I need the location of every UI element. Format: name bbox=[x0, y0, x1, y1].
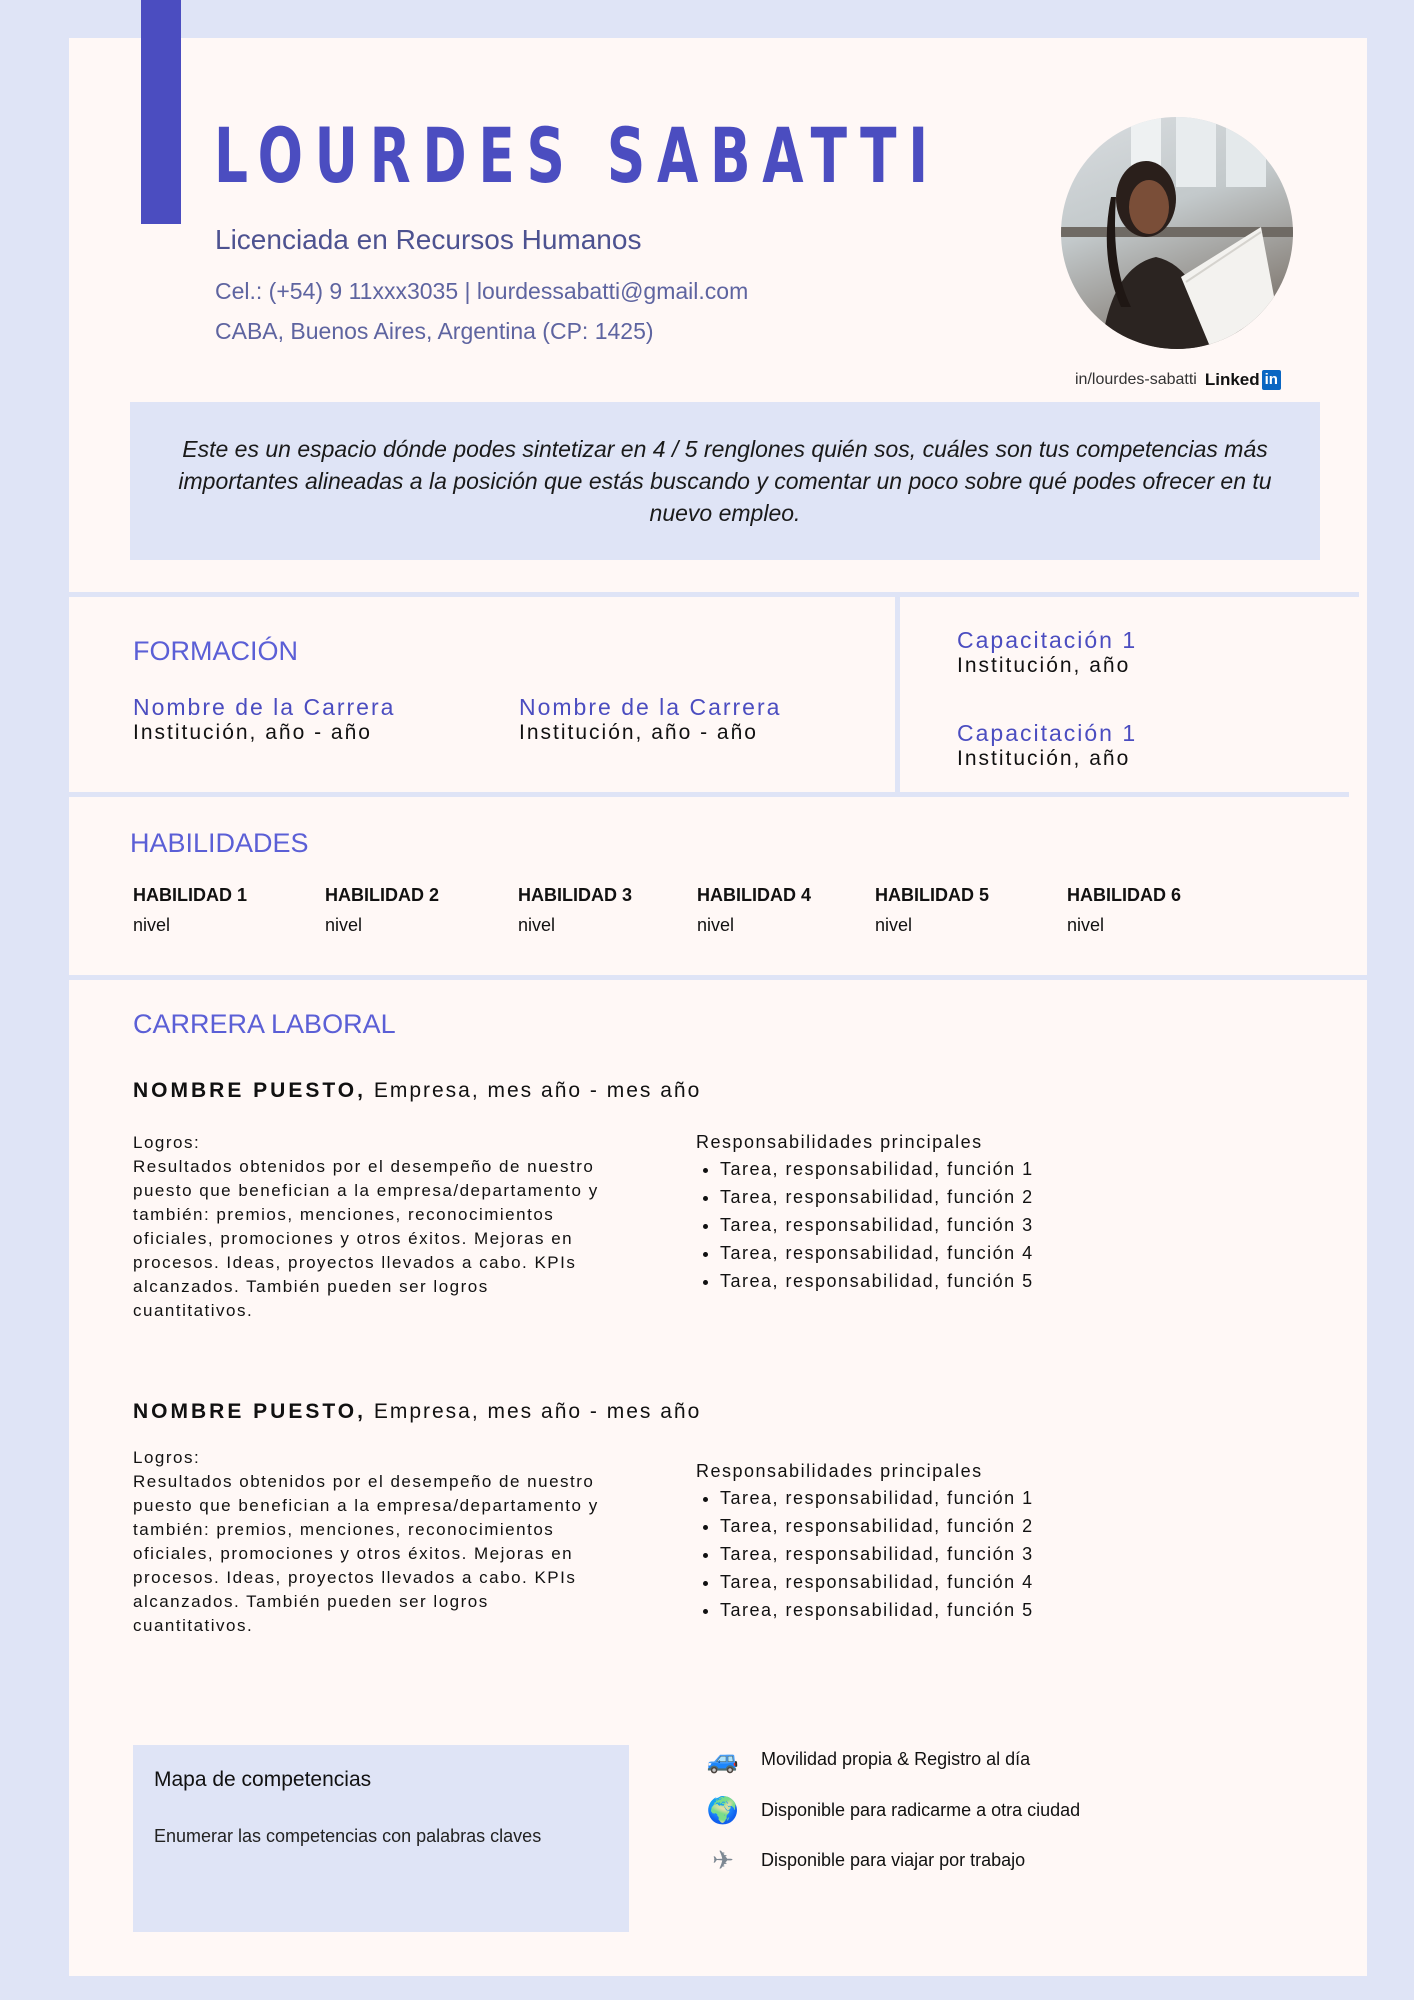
competencias-text: Enumerar las competencias con palabras claves bbox=[154, 1826, 542, 1846]
summary-text: Este es un espacio dónde podes sintetizar en 4 / 5 renglones quién sos, cuáles son tus competencias más importantes alineadas a la posición que estás buscando y comentar un poco sobre qué podes ofrecer en tu nuevo empleo. bbox=[178, 436, 1272, 526]
job-logros bbox=[133, 1131, 603, 1323]
skill-level: nivel bbox=[875, 915, 913, 935]
candidate-name: LOURDES SABATTI bbox=[214, 111, 940, 200]
task-item: • Tarea, responsabilidad, función 1 bbox=[720, 1484, 1034, 1512]
extra-mobility bbox=[705, 1742, 1030, 1776]
airplane-icon: ✈ bbox=[712, 1844, 734, 1875]
competencias-title: Mapa de competencias bbox=[154, 1768, 372, 1791]
skill-level: nivel bbox=[697, 915, 735, 935]
training-detail: Institución, año bbox=[957, 747, 1131, 770]
skill-level: nivel bbox=[325, 915, 363, 935]
job-responsibilities bbox=[696, 1132, 1034, 1295]
job-position: NOMBRE PUESTO, bbox=[133, 1400, 366, 1423]
divider-habilidades-top bbox=[69, 792, 1349, 797]
degree-detail: Institución, año - año bbox=[133, 721, 372, 744]
profile-photo bbox=[1061, 117, 1293, 349]
skill-name: HABILIDAD 1 bbox=[133, 885, 248, 905]
task-list bbox=[696, 1484, 1034, 1624]
logros-label: Logros: bbox=[133, 1133, 201, 1152]
skill-name: HABILIDAD 2 bbox=[325, 885, 440, 905]
linkedin-link[interactable] bbox=[1075, 370, 1281, 390]
divider-formacion-vertical bbox=[895, 596, 900, 792]
contact-line: Cel.: (+54) 9 11xxx3035 | lourdessabatti@gmail.com bbox=[215, 278, 749, 304]
task-item: • Tarea, responsabilidad, función 4 bbox=[720, 1568, 1034, 1596]
job-title bbox=[133, 1079, 701, 1103]
job-position: NOMBRE PUESTO, bbox=[133, 1079, 366, 1102]
task-item: • Tarea, responsabilidad, función 2 bbox=[720, 1512, 1034, 1540]
skill-name: HABILIDAD 6 bbox=[1067, 885, 1182, 905]
job-title bbox=[133, 1400, 701, 1424]
linkedin-icon bbox=[1205, 370, 1281, 390]
extra-text: Disponible para radicarme a otra ciudad bbox=[761, 1799, 1081, 1820]
job-company: Empresa, mes año - mes año bbox=[373, 1079, 702, 1102]
training-name: Capacitación 1 bbox=[957, 720, 1138, 746]
training-detail: Institución, año bbox=[957, 654, 1131, 677]
task-item: • Tarea, responsabilidad, función 4 bbox=[720, 1239, 1034, 1267]
skill-name: HABILIDAD 3 bbox=[518, 885, 633, 905]
job-company: Empresa, mes año - mes año bbox=[373, 1400, 702, 1423]
profile-photo-illustration bbox=[1061, 117, 1293, 349]
degree-name: Nombre de la Carrera bbox=[133, 694, 396, 720]
skill-level: nivel bbox=[1067, 915, 1105, 935]
skill-name: HABILIDAD 4 bbox=[697, 885, 812, 905]
habilidades-title: HABILIDADES bbox=[130, 828, 309, 858]
skill-level: nivel bbox=[133, 915, 171, 935]
summary-box bbox=[130, 402, 1320, 560]
job-logros bbox=[133, 1446, 603, 1638]
candidate-subtitle: Licenciada en Recursos Humanos bbox=[215, 224, 642, 255]
training-name: Capacitación 1 bbox=[957, 627, 1138, 653]
skill-name: HABILIDAD 5 bbox=[875, 885, 990, 905]
skill-level: nivel bbox=[518, 915, 556, 935]
divider-carrera-top bbox=[69, 975, 1367, 980]
globe-icon: 🌍 bbox=[706, 1794, 740, 1825]
task-item: • Tarea, responsabilidad, función 3 bbox=[720, 1540, 1034, 1568]
competencias-box bbox=[133, 1745, 629, 1932]
task-item: • Tarea, responsabilidad, función 3 bbox=[720, 1211, 1034, 1239]
task-item: • Tarea, responsabilidad, función 5 bbox=[720, 1267, 1034, 1295]
logros-text: Resultados obtenidos por el desempeño de nuestro puesto que benefician a la empresa/departamento y también: premios, menciones, reconocimientos oficiales, promociones y otros éxitos. Mejoras en procesos. Ideas, proyectos llevados a cabo. KPIs alcanzados. También pueden ser logros cuantitativos. bbox=[133, 1472, 599, 1635]
responsibilities-label: Responsabilidades principales bbox=[696, 1461, 983, 1481]
divider-formacion-top bbox=[69, 592, 1359, 597]
logros-text: Resultados obtenidos por el desempeño de nuestro puesto que benefician a la empresa/departamento y también: premios, menciones, reconocimientos oficiales, promociones y otros éxitos. Mejoras en procesos. Ideas, proyectos llevados a cabo. KPIs alcanzados. También pueden ser logros cuantitativos. bbox=[133, 1157, 599, 1320]
formacion-title: FORMACIÓN bbox=[133, 636, 298, 666]
logros-label: Logros: bbox=[133, 1448, 201, 1467]
extra-text: Movilidad propia & Registro al día bbox=[761, 1748, 1031, 1769]
degree-name: Nombre de la Carrera bbox=[519, 694, 782, 720]
extra-travel bbox=[705, 1843, 1025, 1877]
job-responsibilities bbox=[696, 1461, 1034, 1624]
linkedin-handle: in/lourdes-sabatti bbox=[1075, 371, 1197, 388]
task-item: • Tarea, responsabilidad, función 2 bbox=[720, 1183, 1034, 1211]
linkedin-logo-box: in bbox=[1262, 370, 1281, 390]
task-item: • Tarea, responsabilidad, función 1 bbox=[720, 1155, 1034, 1183]
carrera-title: CARRERA LABORAL bbox=[133, 1009, 396, 1039]
header-accent-bar bbox=[141, 0, 181, 224]
address-line: CABA, Buenos Aires, Argentina (CP: 1425) bbox=[215, 318, 654, 344]
car-icon: 🚙 bbox=[706, 1743, 740, 1774]
linkedin-logo-text: Linked bbox=[1204, 370, 1260, 389]
responsibilities-label: Responsabilidades principales bbox=[696, 1132, 983, 1152]
extra-text: Disponible para viajar por trabajo bbox=[761, 1849, 1026, 1870]
degree-detail: Institución, año - año bbox=[519, 721, 758, 744]
task-list bbox=[696, 1155, 1034, 1295]
extra-relocation bbox=[705, 1793, 1080, 1827]
task-item: • Tarea, responsabilidad, función 5 bbox=[720, 1596, 1034, 1624]
